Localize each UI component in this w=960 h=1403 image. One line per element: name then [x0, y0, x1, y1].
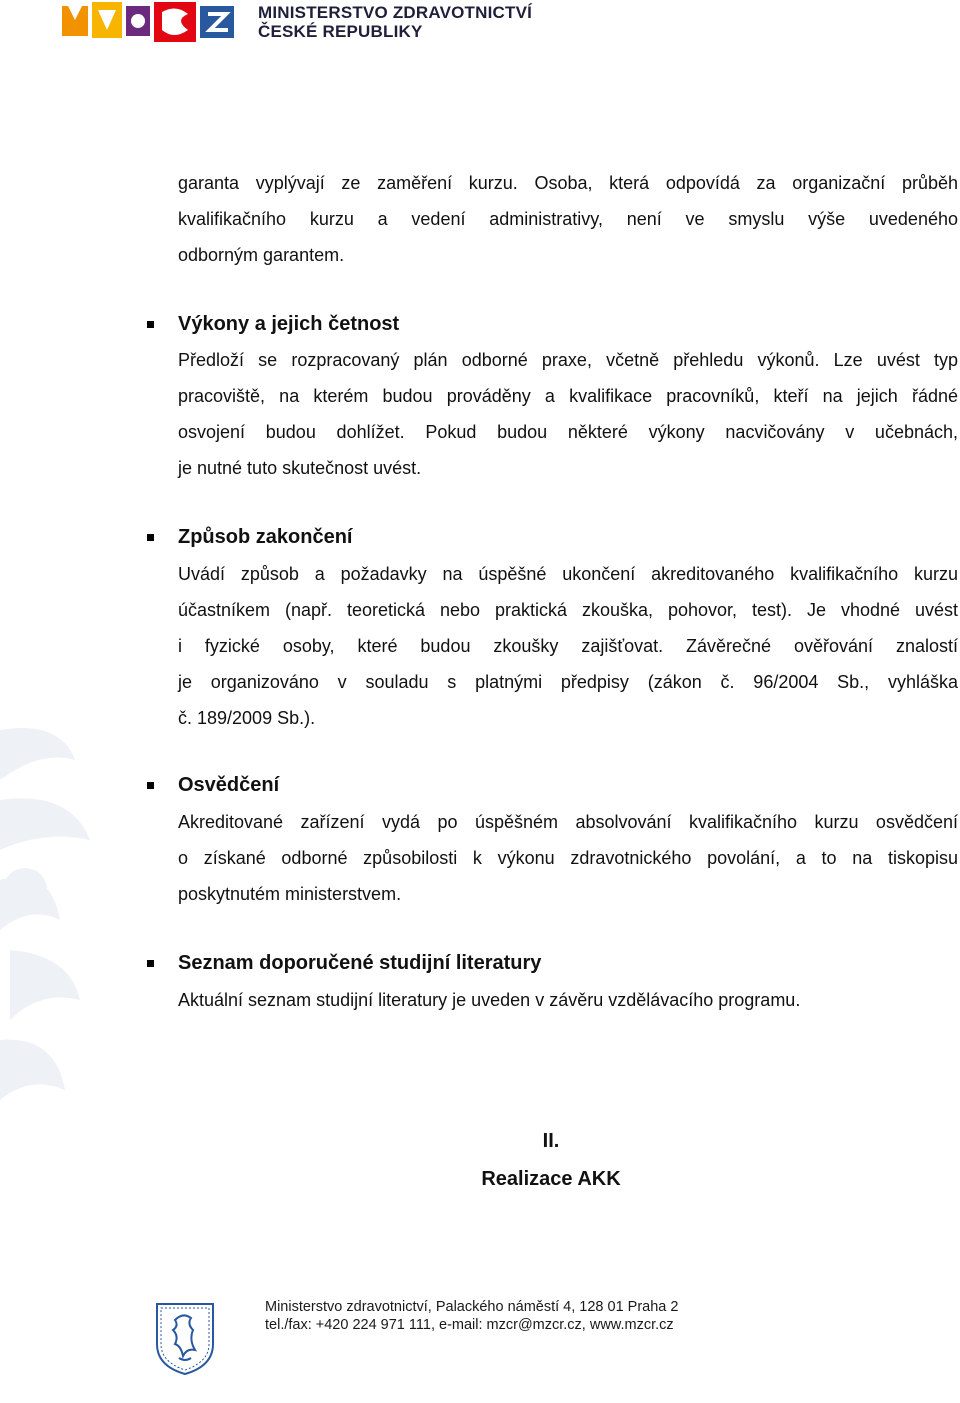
paragraph-line: poskytnutém ministerstvem. [178, 884, 402, 904]
section-heading-osvedceni: Osvědčení [178, 774, 280, 796]
ministry-logo [62, 0, 242, 44]
bullet-icon [147, 960, 154, 967]
footer-contact-line: tel./fax: +420 224 971 111, e-mail: mzcr@mzcr.cz, www.mzcr.cz [265, 1317, 674, 1333]
ministry-name-line2: ČESKÉ REPUBLIKY [258, 22, 423, 41]
letterhead [62, 0, 622, 48]
paragraph-line: č. 189/2009 Sb.). [178, 708, 316, 728]
intro-line: garanta vyplývají ze zaměření kurzu. Osoba, která odpovídá za organizační průběh [178, 173, 958, 193]
intro-line: odborným garantem. [178, 245, 345, 265]
intro-paragraph [178, 165, 958, 273]
intro-line: kvalifikačního kurzu a vedení administrativy, není ve smyslu výše uvedeného [178, 209, 958, 229]
ministry-name-line1: MINISTERSTVO ZDRAVOTNICTVÍ [258, 3, 533, 22]
bullet-icon [147, 534, 154, 541]
bullet-icon [147, 321, 154, 328]
paragraph-line: Akreditované zařízení vydá po úspěšném absolvování kvalifikačního kurzu osvědčení [178, 812, 958, 832]
state-emblem-icon [153, 1300, 217, 1376]
paragraph-line: pracoviště, na kterém budou prováděny a kvalifikace pracovníků, kteří na jejich řádné [178, 386, 958, 406]
section-paragraph-osvedceni [178, 804, 958, 912]
paragraph-line: Aktuální seznam studijní literatury je uveden v závěru vzdělávacího programu. [178, 990, 801, 1010]
footer-address: Ministerstvo zdravotnictví, Palackého náměstí 4, 128 01 Praha 2 [265, 1299, 679, 1315]
watermark-graphic [0, 690, 110, 1110]
paragraph-line: účastníkem (např. teoretická nebo praktická zkouška, pohovor, test). Je vhodné uvést [178, 600, 958, 620]
bullet-icon [147, 782, 154, 789]
footer-contact [265, 1298, 678, 1334]
section-heading-literatura: Seznam doporučené studijní literatury [178, 952, 542, 974]
section-paragraph-vykony [178, 342, 958, 486]
section-heading-vykony: Výkony a jejich četnost [178, 313, 400, 335]
paragraph-line: je nutné tuto skutečnost uvést. [178, 458, 422, 478]
paragraph-line: Uvádí způsob a požadavky na úspěšné ukončení akreditovaného kvalifikačního kurzu [178, 564, 958, 584]
section-paragraph-zpusob-zakonceni [178, 556, 958, 736]
section-paragraph-literatura [178, 982, 958, 1018]
chapter-title: Realizace AKK [481, 1168, 621, 1190]
paragraph-line: i fyzické osoby, které budou zkoušky zajišťovat. Závěrečné ověřování znalostí [178, 636, 958, 656]
chapter-number: II. [542, 1130, 560, 1152]
paragraph-line: osvojení budou dohlížet. Pokud budou některé výkony nacvičovány v učebnách, [178, 422, 958, 442]
ministry-name [258, 3, 532, 41]
section-heading-zpusob-zakonceni: Způsob zakončení [178, 526, 353, 548]
paragraph-line: Předloží se rozpracovaný plán odborné praxe, včetně přehledu výkonů. Lze uvést typ [178, 350, 958, 370]
paragraph-line: o získané odborné způsobilosti k výkonu zdravotnického povolání, a to na tiskopisu [178, 848, 958, 868]
paragraph-line: je organizováno v souladu s platnými předpisy (zákon č. 96/2004 Sb., vyhláška [178, 672, 958, 692]
